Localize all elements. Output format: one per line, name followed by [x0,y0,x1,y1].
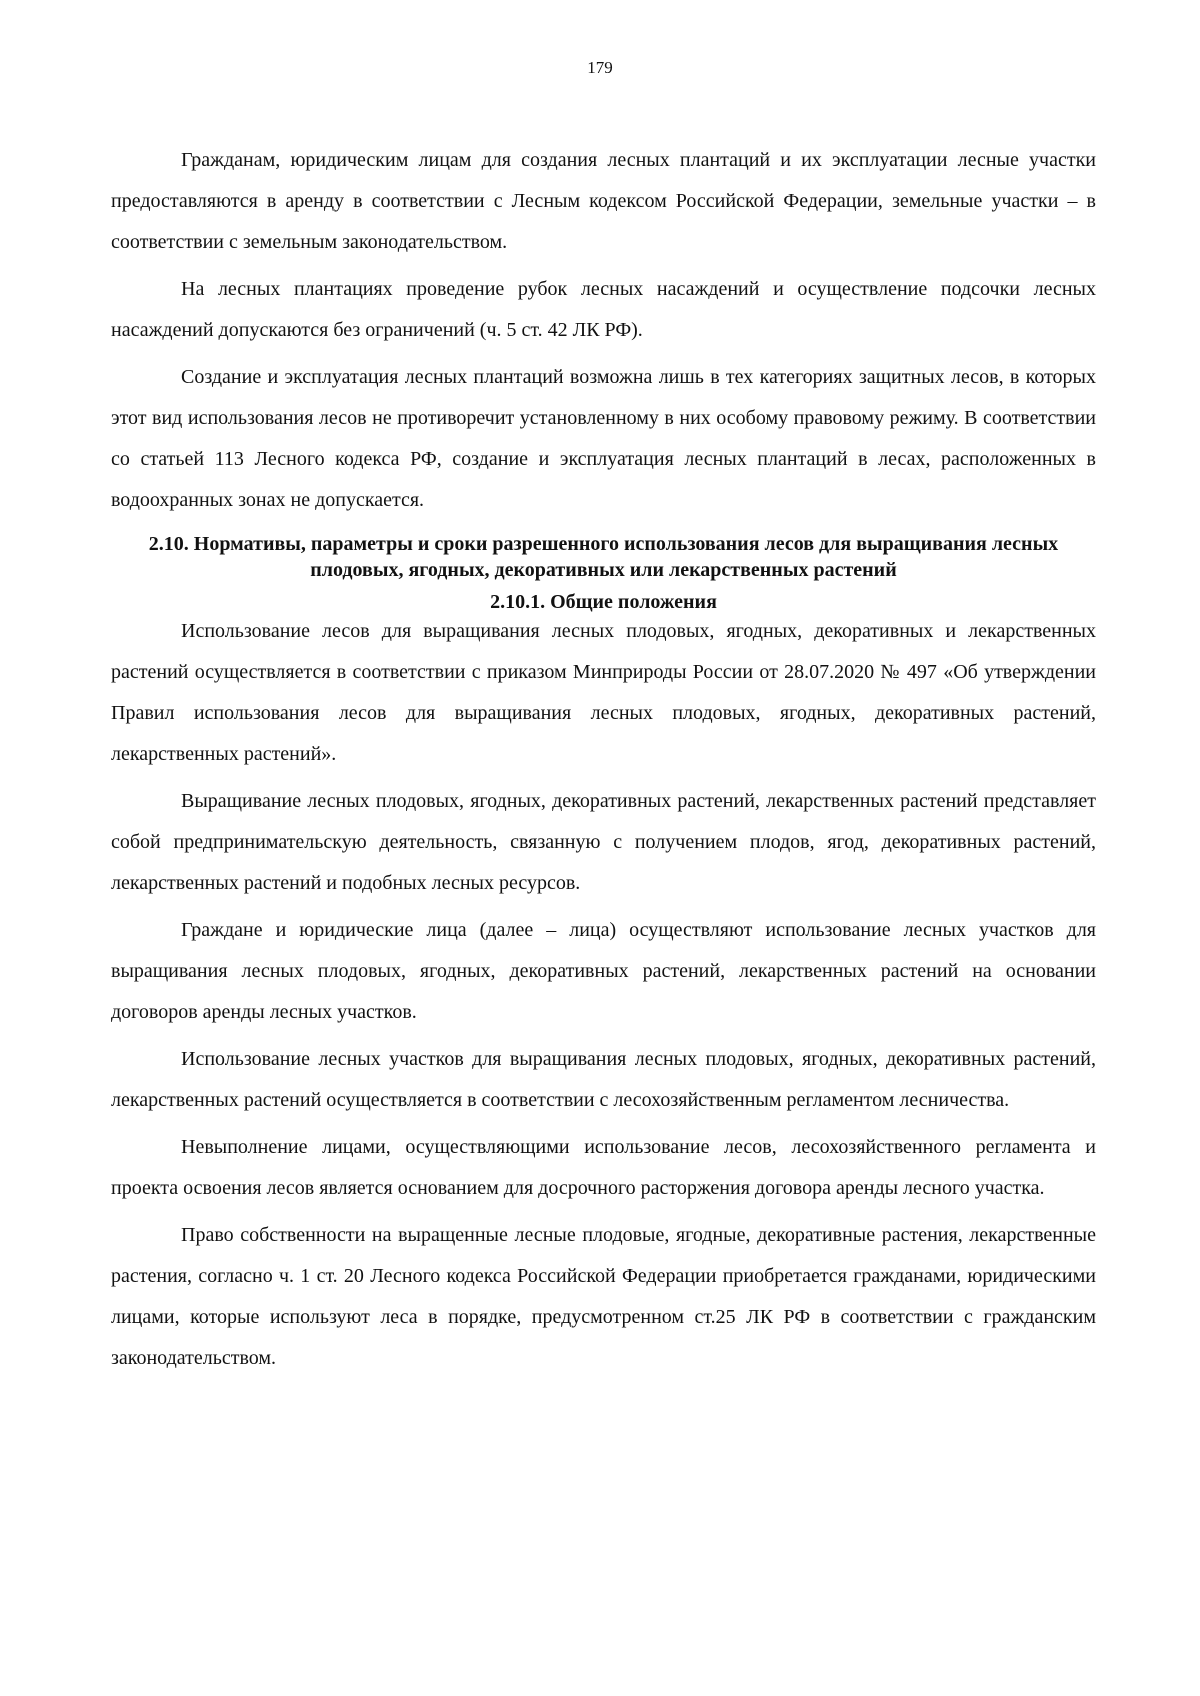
paragraph: Выращивание лесных плодовых, ягодных, декоративных растений, лекарственных растений представляет собой предпринимательскую деятельность, связанную с получением плодов, ягод, декоративных растений, лекарственных растений и подобных лесных ресурсов. [111,790,1096,894]
section-heading: 2.10. Нормативы, параметры и сроки разрешенного использования лесов для выращивания лесных плодовых, ягодных, декоративных или лекарственных растений [148,533,1059,581]
page-content [111,140,1096,1385]
paragraph: Использование лесных участков для выращивания лесных плодовых, ягодных, декоративных растений, лекарственных растений осуществляется в соответствии с лесохозяйственным регламентом лесничества. [111,1048,1096,1111]
page-number: 179 [587,58,613,77]
paragraph: Использование лесов для выращивания лесных плодовых, ягодных, декоративных и лекарственных растений осуществляется в соответствии с приказом Минприроды России от 28.07.2020 № 497 «Об утверждении Правил использования лесов для выращивания лесных плодовых, ягодных, декоративных растений, лекарственных растений». [111,620,1096,765]
subsection-heading: 2.10.1. Общие положения [490,591,717,613]
paragraph: Невыполнение лицами, осуществляющими использование лесов, лесохозяйственного регламента и проекта освоения лесов является основанием для досрочного расторжения договора аренды лесного участка. [111,1136,1096,1199]
paragraph: Право собственности на выращенные лесные плодовые, ягодные, декоративные растения, лекарственные растения, согласно ч. 1 ст. 20 Лесного кодекса Российской Федерации приобретается гражданами, юридическими лицами, которые используют леса в порядке, предусмотренном ст.25 ЛК РФ в соответствии с гражданским законодательством. [111,1224,1096,1369]
paragraph: Граждане и юридические лица (далее – лица) осуществляют использование лесных участков для выращивания лесных плодовых, ягодных, декоративных растений, лекарственных растений на основании договоров аренды лесных участков. [111,919,1096,1023]
paragraph: На лесных плантациях проведение рубок лесных насаждений и осуществление подсочки лесных насаждений допускаются без ограничений (ч. 5 ст. 42 ЛК РФ). [111,278,1096,341]
paragraph: Гражданам, юридическим лицам для создания лесных плантаций и их эксплуатации лесные участки предоставляются в аренду в соответствии с Лесным кодексом Российской Федерации, земельные участки – в соответствии с земельным законодательством. [111,149,1096,253]
paragraph: Создание и эксплуатация лесных плантаций возможна лишь в тех категориях защитных лесов, в которых этот вид использования лесов не противоречит установленному в них особому правовому режиму. В соответствии со статьей 113 Лесного кодекса РФ, создание и эксплуатация лесных плантаций в лесах, расположенных в водоохранных зонах не допускается. [111,366,1096,511]
